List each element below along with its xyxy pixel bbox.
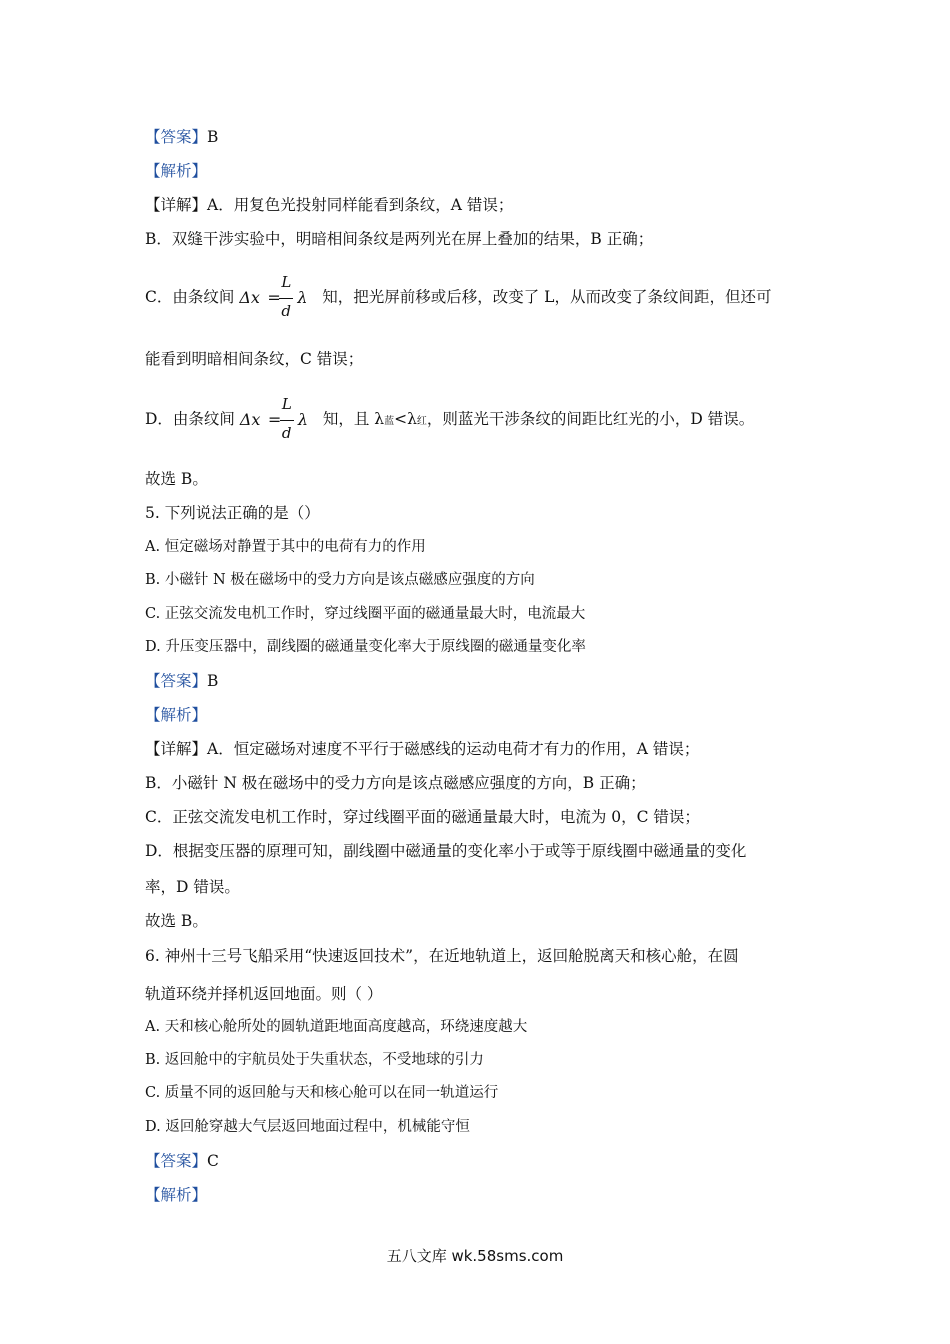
q5-option-b: B. 小磁针 N 极在磁场中的受力方向是该点磁感应强度的方向 [145,572,535,588]
answer-label: 【答案】 [145,128,208,146]
formula-denominator: d [281,302,291,320]
q5-option-c: C. 正弦交流发电机工作时，穿过线圈平面的磁通量最大时，电流最大 [145,606,586,622]
detail-d-post: ，则蓝光干涉条纹的间距比红光的小，D 错误。 [426,410,755,428]
fringe-spacing-formula [239,273,317,320]
q4-detail-b: B．双缝干涉实验中，明暗相间条纹是两列光在屏上叠加的结果，B 正确； [145,230,654,248]
subscript-red: 红 [416,416,427,427]
q4-detail-d [145,395,755,442]
q4-conclusion: 故选 B。 [145,470,208,488]
formula-delta-x: Δx [239,410,261,429]
answer-value: B [207,128,219,146]
q6-option-d: D. 返回舱穿越大气层返回地面过程中，机械能守恒 [145,1119,470,1135]
detail-d-mid: 知，且 λ [322,410,385,428]
formula-equals: = [267,288,281,307]
formula-fraction-bar [279,298,293,299]
formula-lambda: λ [297,288,308,307]
fringe-spacing-formula [239,395,318,442]
q4-detail-c [145,273,772,320]
page-footer: 五八文库 wk.58sms.com [386,1247,564,1265]
detail-label: 【详解】 [145,740,208,758]
analysis-label: 【解析】 [145,706,208,724]
answer-value: C [207,1152,219,1170]
q6-analysis-line [145,1185,207,1205]
formula-delta-x: Δx [239,288,260,307]
detail-c-post: 知，把光屏前移或后移，改变了 L，从而改变了条纹间距，但还可 [322,288,772,306]
formula-lambda: λ [297,410,309,429]
formula-fraction-bar [280,420,294,421]
q5-detail-c: C．正弦交流发电机工作时，穿过线圈平面的磁通量最大时，电流为 0，C 错误； [145,808,700,826]
detail-d-pre: D．由条纹间 [145,410,235,428]
q5-detail-d-cont: 率，D 错误。 [145,878,240,896]
q6-stem-cont: 轨道环绕并择机返回地面。则（ ） [145,985,383,1003]
q4-answer-line [145,127,218,147]
q5-detail-d: D．根据变压器的原理可知，副线圈中磁通量的变化率小于或等于原线圈中磁通量的变化 [145,842,747,860]
detail-d-lt: <λ [394,410,417,428]
detail-text: A．用复色光投射同样能看到条纹，A 错误； [207,196,514,214]
answer-value: B [207,672,219,690]
q4-analysis-line [145,161,207,181]
formula-denominator: d [281,424,292,442]
q5-option-a: A. 恒定磁场对静置于其中的电荷有力的作用 [145,539,426,555]
q5-detail-a [145,739,699,759]
detail-text: A．恒定磁场对速度不平行于磁感线的运动电荷才有力的作用，A 错误； [207,740,700,758]
analysis-label: 【解析】 [145,1186,208,1204]
q5-option-d: D. 升压变压器中，副线圈的磁通量变化率大于原线圈的磁通量变化率 [145,639,586,655]
analysis-label: 【解析】 [145,162,208,180]
detail-c-pre: C．由条纹间 [145,288,235,306]
q5-conclusion: 故选 B。 [145,912,208,930]
formula-numerator: L [281,273,292,291]
answer-label: 【答案】 [145,1152,208,1170]
formula-numerator: L [281,395,292,413]
answer-label: 【答案】 [145,672,208,690]
q5-analysis-line [145,705,207,725]
subscript-blue: 蓝 [384,416,395,427]
q4-detail-c-cont: 能看到明暗相间条纹，C 错误； [145,350,364,368]
q5-answer-line [145,671,218,691]
q4-detail-a [145,195,513,215]
q6-option-a: A. 天和核心舱所处的圆轨道距地面高度越高，环绕速度越大 [145,1019,528,1035]
q6-option-b: B. 返回舱中的宇航员处于失重状态，不受地球的引力 [145,1052,484,1068]
q5-detail-b: B．小磁针 N 极在磁场中的受力方向是该点磁感应强度的方向，B 正确； [145,774,646,792]
q6-stem: 6. 神州十三号飞船采用“快速返回技术”，在近地轨道上，返回舱脱离天和核心舱，在圆 [145,947,739,965]
q6-answer-line [145,1151,219,1171]
q6-option-c: C. 质量不同的返回舱与天和核心舱可以在同一轨道运行 [145,1085,499,1101]
formula-equals: = [267,410,282,429]
q5-stem: 5. 下列说法正确的是（） [145,504,320,522]
detail-label: 【详解】 [145,196,208,214]
